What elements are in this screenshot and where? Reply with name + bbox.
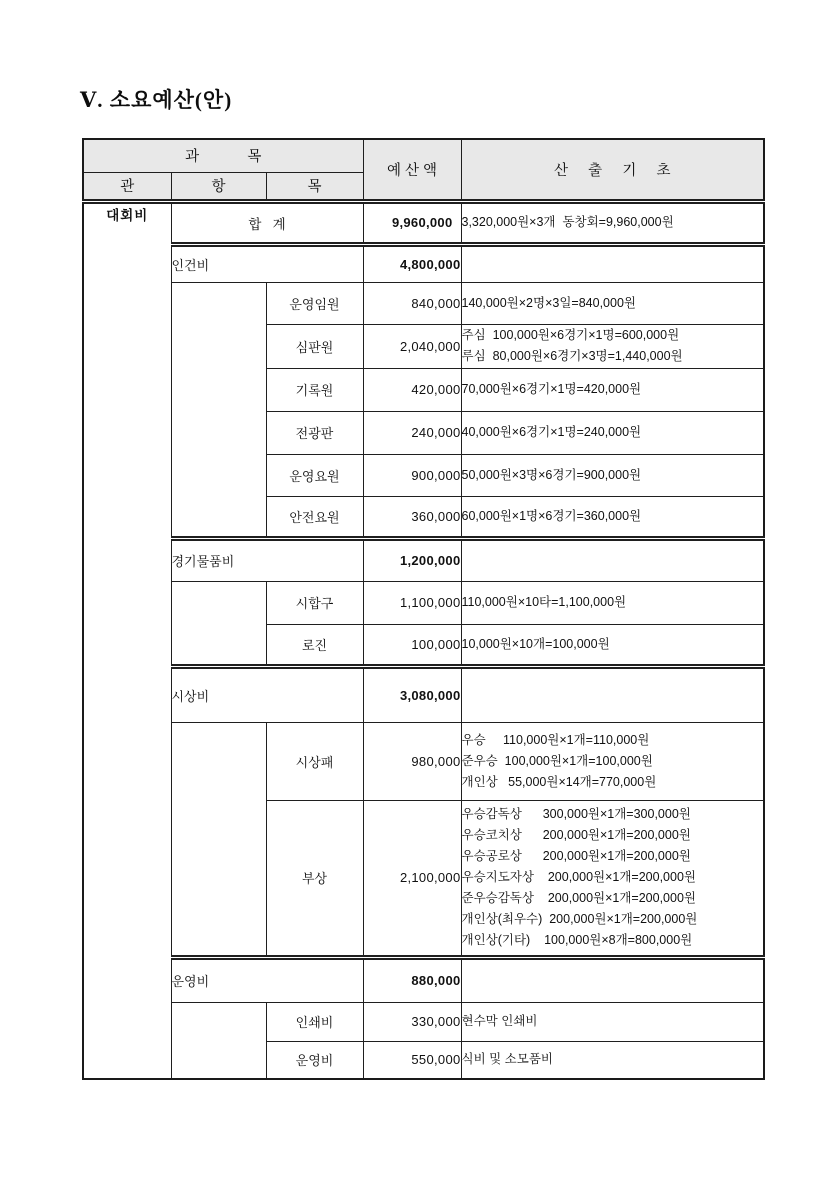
basis-line: 주심 100,000원×6경기×1명=600,000원 [461,328,680,342]
cell-budget-amount: 100,000 [363,624,461,666]
cell-budget-amount: 420,000 [363,368,461,411]
cell-label: 운영비 [171,957,363,1002]
cell-label: 전광판 [266,411,363,454]
table-row [83,1002,764,1041]
cell-label: 안전요원 [266,496,363,538]
basis-line: 개인상(기타) 100,000원×8개=800,000원 [461,933,693,947]
header-calculation-basis: 산 출 기 초 [461,139,764,201]
cell-label: 심판원 [266,324,363,368]
basis-line: 루심 80,000원×6경기×3명=1,440,000원 [461,349,683,363]
basis-line: 40,000원×6경기×1명=240,000원 [461,425,642,439]
table-header [83,139,764,201]
header-budget-amount: 예 산 액 [363,139,461,201]
header-mok: 목 [266,172,363,201]
table-row [83,282,764,324]
cell-label: 부상 [266,800,363,957]
basis-line: 준우승 100,000원×1개=100,000원 [461,753,653,768]
cell-hang-spacer [171,282,266,538]
table-row [83,957,764,1002]
cell-calculation-basis [461,666,764,722]
cell-label: 경기물품비 [171,538,363,581]
basis-line: 개인상 55,000원×14개=770,000원 [461,774,657,789]
basis-line: 60,000원×1명×6경기=360,000원 [461,508,642,523]
header-row-subject [83,139,764,172]
cell-label: 로진 [266,624,363,666]
basis-line: 우승감독상 300,000원×1개=300,000원 [461,807,691,821]
cell-gwan-label: 대회비 [83,201,171,1079]
cell-calculation-basis [461,201,764,244]
cell-budget-amount: 360,000 [363,496,461,538]
cell-label: 인건비 [171,244,363,282]
cell-label: 운영임원 [266,282,363,324]
cell-budget-amount: 2,100,000 [363,800,461,957]
cell-calculation-basis [461,581,764,624]
table-row [83,581,764,624]
basis-line: 우승공로상 200,000원×1개=200,000원 [461,849,691,863]
cell-calculation-basis [461,1041,764,1079]
header-hang: 항 [171,172,266,201]
cell-budget-amount: 840,000 [363,282,461,324]
cell-calculation-basis [461,538,764,581]
cell-budget-amount: 1,100,000 [363,581,461,624]
cell-calculation-basis [461,324,764,368]
basis-line: 우승지도자상 200,000원×1개=200,000원 [461,870,696,884]
basis-line: 개인상(최우수) 200,000원×1개=200,000원 [461,912,698,926]
basis-line: 현수막 인쇄비 [461,1014,538,1028]
cell-calculation-basis [461,722,764,800]
cell-budget-amount: 2,040,000 [363,324,461,368]
basis-line: 3,320,000원×3개 동창회=9,960,000원 [461,215,674,229]
basis-line: 140,000원×2명×3일=840,000원 [461,295,636,310]
cell-label: 기록원 [266,368,363,411]
table-row [83,201,764,244]
cell-budget-amount: 1,200,000 [363,538,461,581]
cell-calculation-basis [461,957,764,1002]
cell-label: 시상패 [266,722,363,800]
cell-budget-amount: 4,800,000 [363,244,461,282]
cell-budget-amount: 900,000 [363,454,461,496]
cell-calculation-basis [461,624,764,666]
header-gwan: 관 [83,172,171,201]
cell-calculation-basis [461,244,764,282]
cell-label: 운영비 [266,1041,363,1079]
cell-label: 시상비 [171,666,363,722]
cell-label: 합 계 [171,201,363,244]
cell-calculation-basis [461,800,764,957]
basis-line: 식비 및 소모품비 [461,1052,553,1067]
basis-line: 110,000원×10타=1,100,000원 [461,595,627,609]
cell-budget-amount: 240,000 [363,411,461,454]
basis-line: 우승코치상 200,000원×1개=200,000원 [461,828,691,842]
cell-calculation-basis [461,454,764,496]
cell-label: 인쇄비 [266,1002,363,1041]
basis-line: 준우승감독상 200,000원×1개=200,000원 [461,891,696,905]
cell-calculation-basis [461,496,764,538]
cell-budget-amount: 9,960,000 [363,201,461,244]
cell-calculation-basis [461,411,764,454]
basis-line: 10,000원×10개=100,000원 [461,636,610,651]
basis-line: 우승 110,000원×1개=110,000원 [461,732,650,747]
table-row [83,722,764,800]
cell-budget-amount: 330,000 [363,1002,461,1041]
cell-hang-spacer [171,722,266,957]
cell-calculation-basis [461,368,764,411]
cell-label: 시합구 [266,581,363,624]
budget-table [82,138,765,1080]
table-row [83,666,764,722]
cell-hang-spacer [171,1002,266,1079]
table-body [83,201,764,1079]
basis-line: 70,000원×6경기×1명=420,000원 [461,382,642,396]
cell-calculation-basis [461,282,764,324]
table-row [83,538,764,581]
cell-budget-amount: 550,000 [363,1041,461,1079]
basis-line: 50,000원×3명×6경기=900,000원 [461,467,642,482]
cell-budget-amount: 980,000 [363,722,461,800]
cell-budget-amount: 3,080,000 [363,666,461,722]
page-title: Ⅴ. 소요예산(안) [80,88,233,112]
header-subject: 과 목 [83,139,363,172]
table-row [83,244,764,282]
cell-budget-amount: 880,000 [363,957,461,1002]
cell-calculation-basis [461,1002,764,1041]
cell-hang-spacer [171,581,266,666]
cell-label: 운영요원 [266,454,363,496]
